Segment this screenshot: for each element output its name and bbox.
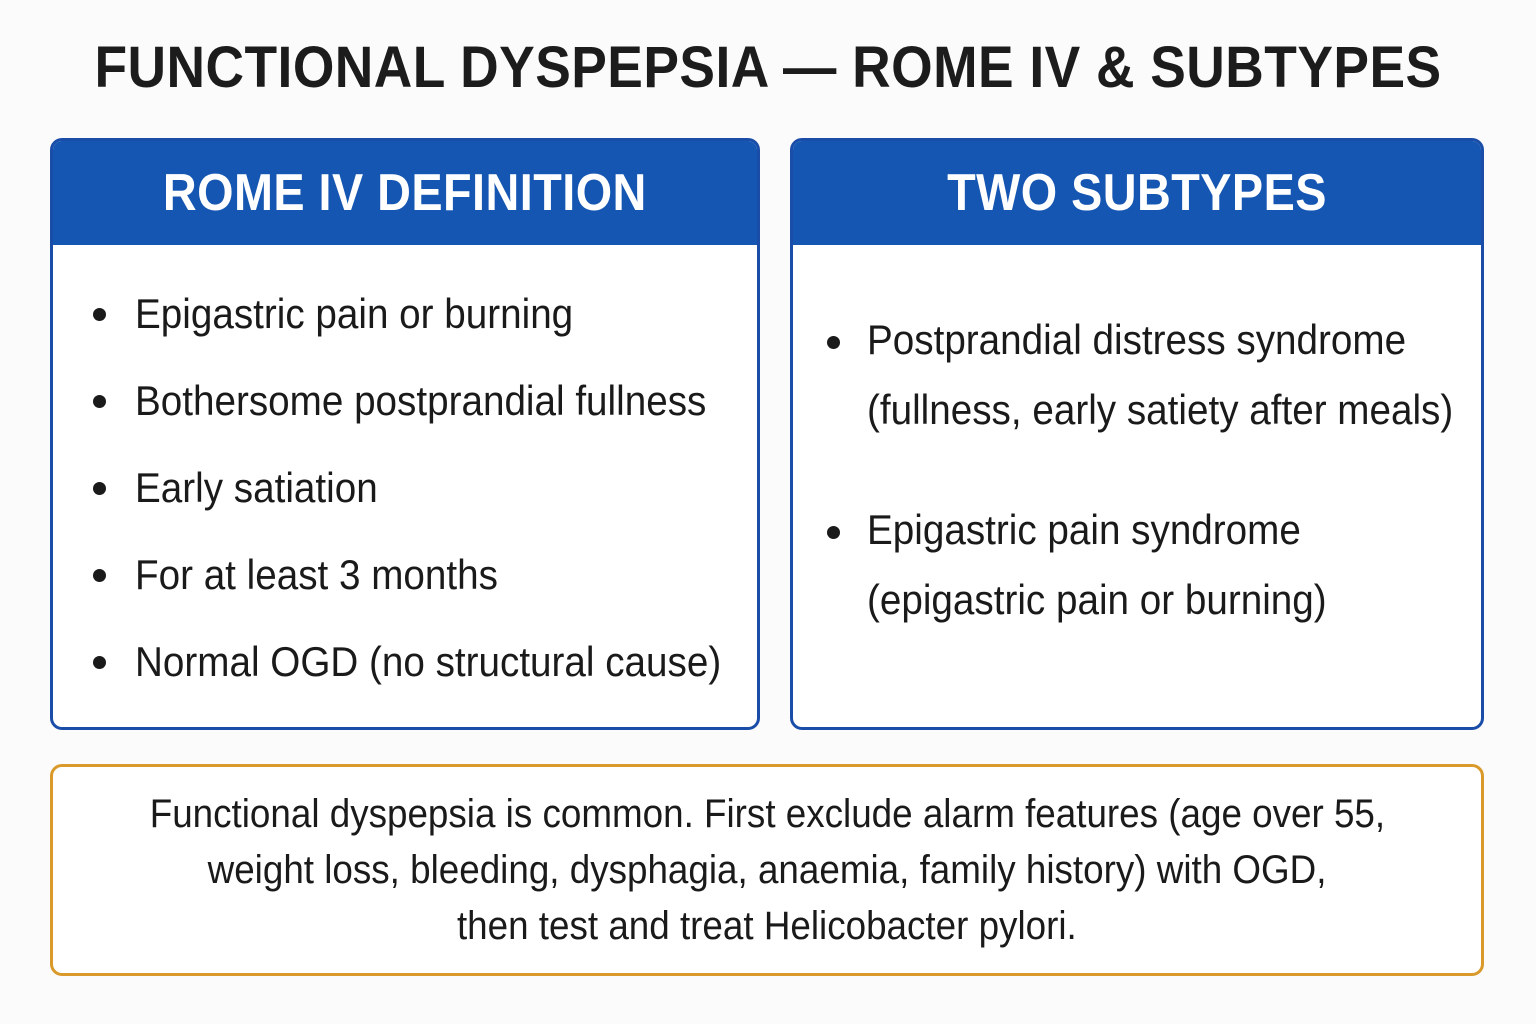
two-subtypes-panel: [790, 138, 1484, 730]
bullet-icon: [93, 308, 106, 321]
rome-iv-definition-heading: ROME IV DEFINITION: [163, 164, 647, 222]
bullet-icon: [93, 656, 106, 669]
note-line: then test and treat Helicobacter pylori.: [457, 904, 1077, 948]
subtype-detail: (fullness, early satiety after meals): [867, 386, 1454, 433]
bullet-icon: [827, 526, 840, 539]
list-item: [793, 305, 1481, 445]
subtype-name: Postprandial distress syndrome: [867, 316, 1407, 363]
subtypes-list: [793, 245, 1481, 635]
bullet-icon: [93, 395, 106, 408]
two-subtypes-header: [793, 141, 1481, 245]
clinical-note-box: [50, 764, 1484, 976]
rome-iv-criteria-list: [53, 245, 757, 720]
two-subtypes-heading: TWO SUBTYPES: [947, 164, 1327, 222]
criterion-text: Bothersome postprandial fullness: [135, 377, 707, 424]
criterion-text: Epigastric pain or burning: [135, 290, 574, 337]
list-item: [53, 546, 757, 633]
list-item: [53, 372, 757, 459]
subtype-name: Epigastric pain syndrome: [867, 506, 1301, 553]
list-item: [53, 459, 757, 546]
page-title: FUNCTIONAL DYSPEPSIA — ROME IV & SUBTYPES: [94, 35, 1442, 100]
subtype-detail: (epigastric pain or burning): [867, 576, 1327, 623]
criterion-text: Normal OGD (no structural cause): [135, 638, 722, 685]
note-line: Functional dyspepsia is common. First exclude alarm features (age over 55,: [149, 792, 1385, 836]
bullet-icon: [827, 336, 840, 349]
list-item: [793, 495, 1481, 635]
list-item: [53, 633, 757, 720]
rome-iv-definition-panel: [50, 138, 760, 730]
list-item: [53, 285, 757, 372]
criterion-text: For at least 3 months: [135, 551, 498, 598]
rome-iv-definition-header: [53, 141, 757, 245]
note-line: weight loss, bleeding, dysphagia, anaemia, family history) with OGD,: [207, 848, 1327, 892]
bullet-icon: [93, 482, 106, 495]
criterion-text: Early satiation: [135, 464, 378, 511]
bullet-icon: [93, 569, 106, 582]
